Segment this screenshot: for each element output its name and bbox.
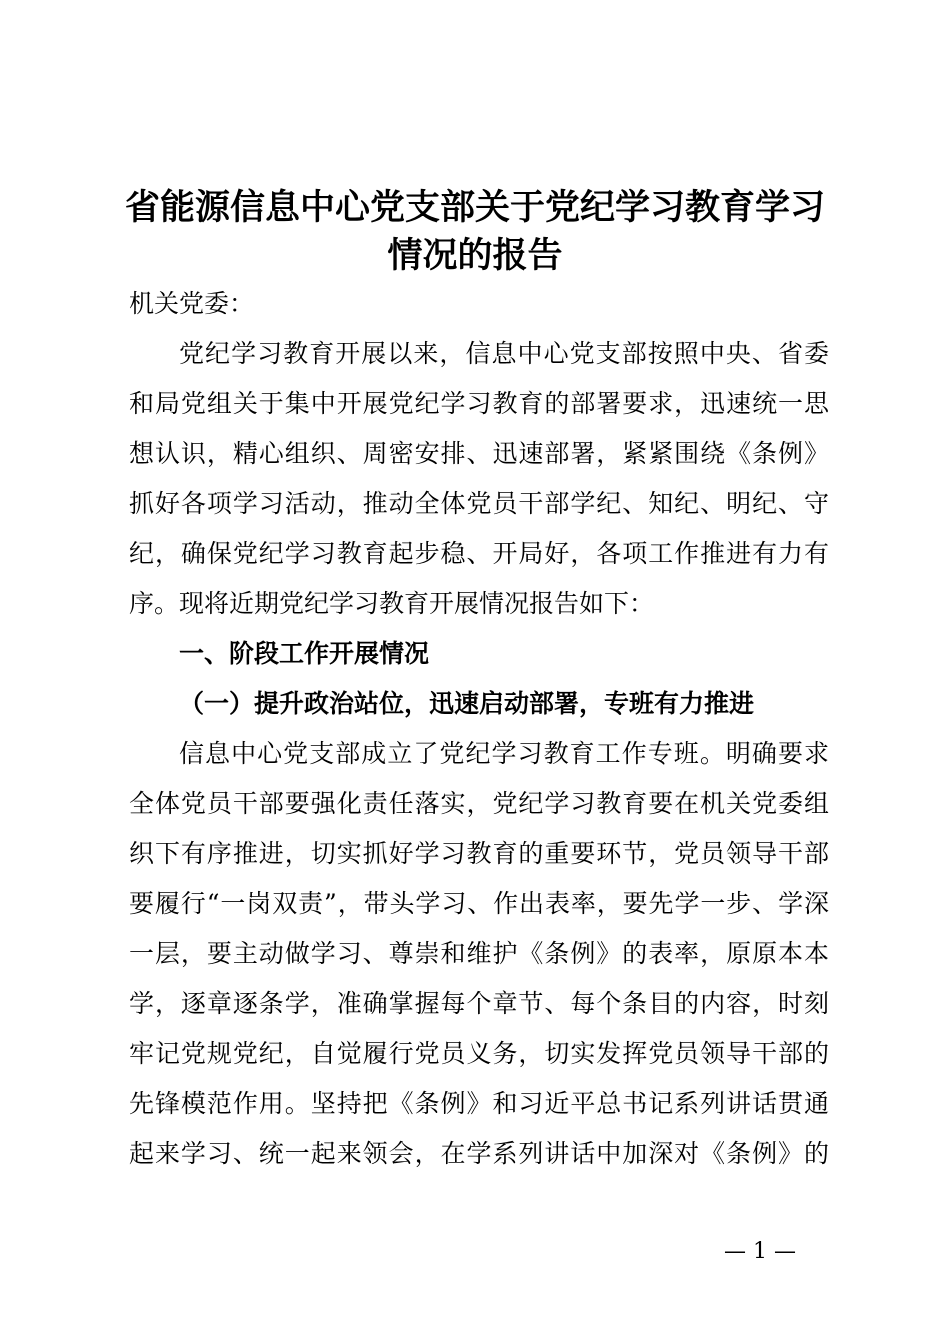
paragraph-2-line: 一层，要主动做学习、尊崇和维护《条例》的表率，原原本本 — [129, 939, 829, 968]
paragraph-2-line: 信息中心党支部成立了党纪学习教育工作专班。明确要求 — [179, 739, 829, 768]
paragraph-2-line: 先锋模范作用。坚持把《条例》和习近平总书记系列讲话贯通 — [129, 1089, 829, 1118]
paragraph-2-line: 学，逐章逐条学，准确掌握每个章节、每个条目的内容，时刻 — [129, 989, 829, 1018]
paragraph-1-line: 党纪学习教育开展以来，信息中心党支部按照中央、省委 — [179, 339, 829, 368]
paragraph-1-line: 和局党组关于集中开展党纪学习教育的部署要求，迅速统一思 — [129, 389, 829, 418]
section-heading-1: 一、阶段工作开展情况 — [179, 639, 430, 668]
paragraph-2-line: 全体党员干部要强化责任落实，党纪学习教育要在机关党委组 — [129, 789, 829, 818]
document-title-line-2: 情况的报告 — [387, 236, 563, 276]
paragraph-1-line: 想认识，精心组织、周密安排、迅速部署，紧紧围绕《条例》 — [129, 439, 829, 468]
paragraph-2-line: 起来学习、统一起来领会，在学系列讲话中加深对《条例》的 — [129, 1139, 829, 1168]
paragraph-2-line: 要履行“一岗双责”，带头学习、作出表率，要先学一步、学深 — [129, 889, 829, 918]
paragraph-2-line: 牢记党规党纪，自觉履行党员义务，切实发挥党员领导干部的 — [129, 1039, 829, 1068]
page-number: — 1 — — [724, 1239, 796, 1264]
document-title-line-1: 省能源信息中心党支部关于党纪学习教育学习 — [124, 188, 825, 228]
salutation: 机关党委： — [129, 289, 255, 318]
paragraph-1-line: 序。现将近期党纪学习教育开展情况报告如下： — [129, 589, 655, 618]
paragraph-1-line: 纪，确保党纪学习教育起步稳、开局好，各项工作推进有力有 — [129, 539, 829, 568]
paragraph-2-line: 织下有序推进，切实抓好学习教育的重要环节，党员领导干部 — [129, 839, 829, 868]
paragraph-1-line: 抓好各项学习活动，推动全体党员干部学纪、知纪、明纪、守 — [129, 489, 829, 518]
subsection-heading-1: （一）提升政治站位，迅速启动部署，专班有力推进 — [179, 689, 755, 718]
